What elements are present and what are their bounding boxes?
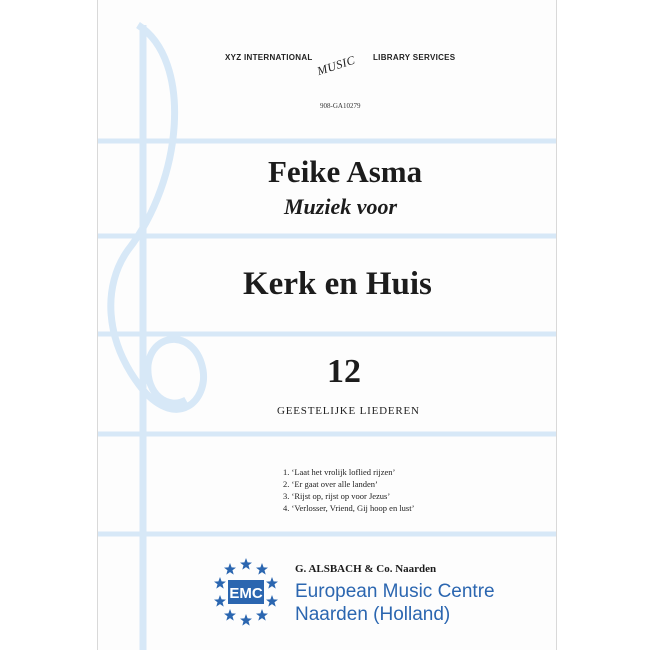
header-right: LIBRARY SERVICES bbox=[373, 53, 456, 62]
publisher-line-2: Naarden (Holland) bbox=[295, 604, 451, 625]
emc-logo-text: EMC bbox=[229, 585, 263, 602]
treble-clef-shape bbox=[111, 25, 204, 650]
score-cover bbox=[97, 0, 557, 650]
song-item: 3. ‘Rijst op, rijst op voor Jezus’ bbox=[283, 491, 391, 501]
catalog-code: 908-GA10279 bbox=[320, 102, 361, 110]
song-list bbox=[283, 466, 414, 514]
song-item: 1. ‘Laat het vrolijk loflied rijzen’ bbox=[283, 467, 396, 477]
emc-logo bbox=[210, 556, 282, 628]
subtitle: Muziek voor bbox=[284, 194, 398, 219]
header-left: XYZ INTERNATIONAL bbox=[225, 53, 313, 62]
collection-number: 12 bbox=[327, 353, 361, 390]
publisher-line-1: European Music Centre bbox=[295, 581, 495, 602]
song-item: 4. ‘Verlosser, Vriend, Gij hoop en lust’ bbox=[283, 503, 415, 513]
header-music-word: MUSIC bbox=[315, 52, 357, 79]
title: Kerk en Huis bbox=[243, 266, 432, 302]
publisher-name: G. ALSBACH & Co. Naarden bbox=[295, 563, 437, 575]
staff-background bbox=[98, 0, 556, 650]
song-item: 2. ‘Er gaat over alle landen’ bbox=[283, 479, 378, 489]
collection-caption: GEESTELIJKE LIEDEREN bbox=[277, 405, 420, 417]
composer-name: Feike Asma bbox=[268, 154, 423, 189]
